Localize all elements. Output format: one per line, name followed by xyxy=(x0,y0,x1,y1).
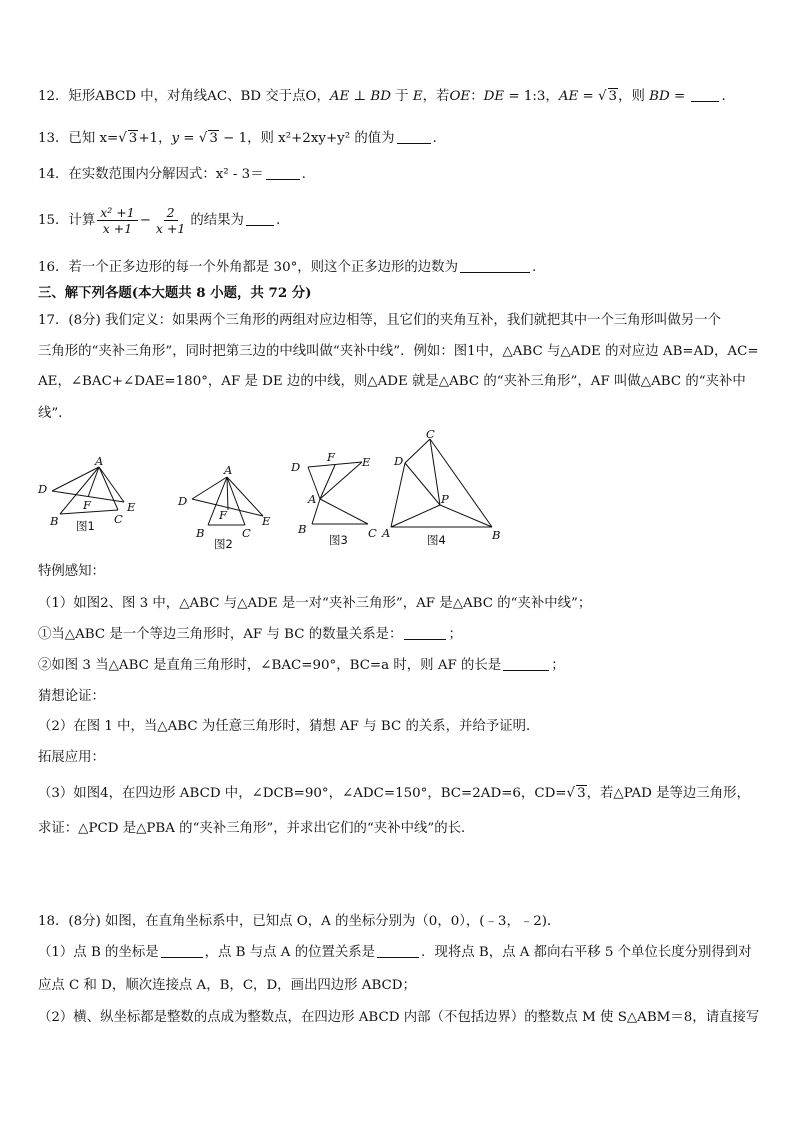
q13-math: y xyxy=(171,131,180,146)
fraction-denominator: x +1 xyxy=(155,221,186,236)
q17-line-1: 17．(8分) 我们定义：如果两个三角形的两组对应边相等，且它们的夹角互补，我们就把其中一个三角形叫做另一个 xyxy=(38,313,722,328)
q15-text: 15．计算 xyxy=(38,213,96,228)
q17-text: ； xyxy=(551,658,565,673)
sqrt-radicand: 3 xyxy=(128,131,138,146)
q13-text: +1， xyxy=(138,131,172,146)
q18-line-1: 18．(8分) 如图，在直角坐标系中，已知点 O，A 的坐标分别为（0，0），(﹣3，﹣2)． xyxy=(38,914,561,929)
q17-text: ，若△PAD 是等边三角形， xyxy=(586,786,750,801)
fig1-label: F xyxy=(83,498,91,512)
answer-blank[interactable] xyxy=(377,944,419,958)
figures-row xyxy=(30,427,510,552)
fraction-denominator: x +1 xyxy=(102,221,133,236)
q12-text: = xyxy=(669,89,690,104)
q12-math: DE xyxy=(483,89,505,104)
fig3-label: E xyxy=(362,455,371,469)
q12-text: ，则 xyxy=(618,89,650,104)
sqrt-symbol: √ 3 xyxy=(198,131,218,146)
figure-4 xyxy=(391,439,492,527)
q17-heading-1: 特例感知： xyxy=(38,564,105,579)
answer-blank[interactable] xyxy=(246,212,274,226)
fig4-label: C xyxy=(426,427,435,441)
fig1-label: D xyxy=(38,482,48,496)
fig1-label: A xyxy=(95,454,104,468)
q17-text: ②如图 3 当△ABC 是直角三角形时，∠BAC=90°，BC=a 时，则 AF 的长是 xyxy=(38,658,502,673)
q17-part-1b xyxy=(38,657,565,675)
q18-text: ，点 B 与点 A 的位置关系是 xyxy=(204,945,376,960)
q17-line-2: 三角形的“夹补三角形”，同时把第三边的中线叫做“夹补中线”．例如：图1中，△ABC 与△ADE 的对应边 AB=AD，AC= xyxy=(38,344,759,359)
fraction xyxy=(97,205,137,236)
q16-end: . xyxy=(531,260,537,275)
geometry-figures xyxy=(30,427,510,552)
fig4-label: P xyxy=(441,492,449,506)
fig1-label: E xyxy=(127,500,136,514)
q13-text: = xyxy=(179,131,199,146)
q17-part-1a xyxy=(38,626,462,644)
fig3-label: D xyxy=(291,460,301,474)
answer-blank[interactable] xyxy=(397,130,431,144)
q13-text: − 1 xyxy=(218,131,248,146)
fig2-label: B xyxy=(196,526,205,540)
fig4-label: B xyxy=(492,528,501,542)
sqrt-symbol: √ 3 xyxy=(118,131,138,146)
sqrt-radicand: 3 xyxy=(608,89,618,104)
question-14 xyxy=(38,166,306,184)
q13-text: 13．已知 x= xyxy=(38,131,119,146)
q15-text: − xyxy=(139,213,151,228)
question-12 xyxy=(38,88,726,106)
q17-part-3b: 求证：△PCD 是△PBA 的“夹补三角形”，并求出它们的“夹补中线”的长． xyxy=(38,821,475,836)
fig2-label: D xyxy=(178,494,188,508)
q14-text: 14．在实数范围内分解因式：x² - 3＝ xyxy=(38,167,264,182)
fig2-label: F xyxy=(219,508,227,522)
figure-3 xyxy=(308,462,368,524)
q13-text: ，则 x²+2xy+y² 的值为 xyxy=(247,131,395,146)
fig4-label: A xyxy=(382,526,391,540)
q17-part-1: （1）如图2、图 3 中，△ABC 与△ADE 是一对“夹补三角形”，AF 是△ABC 的“夹补中线”； xyxy=(38,596,592,611)
q14-end: . xyxy=(301,167,306,182)
fig2-label: E xyxy=(262,514,271,528)
q15-end: . xyxy=(275,213,281,228)
q12-text: ，若 xyxy=(422,89,450,104)
q17-part-2: （2）在图 1 中，当△ABC 为任意三角形时，猜想 AF 与 BC 的关系，并给予证明． xyxy=(38,719,540,734)
answer-blank[interactable] xyxy=(266,166,300,180)
q12-text: = 1:3， xyxy=(504,89,559,104)
sqrt-radicand: 3 xyxy=(577,786,586,801)
q18-text: ．现将点 B，点 A 都向右平移 5 个单位长度分别得到对 xyxy=(421,945,752,960)
fig-caption: 图2 xyxy=(214,537,233,551)
q17-text: ； xyxy=(448,627,462,642)
q12-math: OE xyxy=(449,89,471,104)
answer-blank[interactable] xyxy=(460,259,530,273)
answer-blank[interactable] xyxy=(503,657,549,671)
q12-text: ： xyxy=(470,89,484,104)
fig2-label: C xyxy=(242,526,251,540)
fraction-numerator: x² +1 xyxy=(97,205,137,221)
sqrt-symbol: √ 3 xyxy=(598,89,618,104)
q17-line-3: AE，∠BAC+∠DAE=180°，AF 是 DE 边的中线，则△ADE 就是△ABC 的“夹补三角形”，AF 叫做△ABC 的“夹补中 xyxy=(38,374,746,389)
fig3-label: F xyxy=(327,450,335,464)
q17-text: （3）如图4，在四边形 ABCD 中，∠DCB=90°，∠ADC=150°，BC=2AD=6，CD= xyxy=(38,786,567,801)
answer-blank[interactable] xyxy=(404,626,446,640)
fig-caption: 图4 xyxy=(427,533,446,547)
fig3-label: A xyxy=(308,492,317,506)
fig3-label: B xyxy=(298,522,307,536)
q17-heading-2: 猜想论证： xyxy=(38,689,105,704)
fig4-label: D xyxy=(394,454,404,468)
q12-math: BD xyxy=(649,89,670,104)
question-16 xyxy=(38,259,536,277)
question-15 xyxy=(38,204,280,238)
q18-line-2 xyxy=(38,944,752,962)
figure-2 xyxy=(192,477,263,525)
q18-line-4: （2）横、纵坐标都是整数的点成为整数点，在四边形 ABCD 内部（不包括边界）的整数点 M 使 S△ABM＝8，请直接写 xyxy=(38,1010,760,1025)
fraction xyxy=(153,205,188,236)
fraction-numerator: 2 xyxy=(164,205,178,221)
q12-text: 于 xyxy=(390,89,413,104)
q18-text: （1）点 B 的坐标是 xyxy=(38,945,159,960)
answer-blank[interactable] xyxy=(161,944,203,958)
sqrt-radicand: 3 xyxy=(209,131,218,146)
q16-text: 16．若一个正多边形的每一个外角都是 30°，则这个正多边形的边数为 xyxy=(38,260,458,275)
q17-part-3 xyxy=(38,785,750,803)
answer-blank[interactable] xyxy=(691,88,719,102)
fig2-label: A xyxy=(224,463,233,477)
section-heading: 三、解下列各题(本大题共 8 小题，共 72 分) xyxy=(38,285,312,301)
q12-math: AE ⊥ BD xyxy=(329,89,391,104)
q18-line-3: 应点 C 和 D，顺次连接点 A，B，C，D，画出四边形 ABCD； xyxy=(38,978,416,993)
fig-caption: 图3 xyxy=(329,533,348,547)
q17-text: ①当△ABC 是一个等边三角形时，AF 与 BC 的数量关系是： xyxy=(38,627,403,642)
q12-text: = xyxy=(578,89,598,104)
q15-text: 的结果为 xyxy=(190,213,244,228)
q17-line-4: 线”． xyxy=(38,406,72,421)
fig1-label: C xyxy=(114,512,123,526)
sqrt-symbol: √ 3 xyxy=(566,786,586,801)
fig3-label: C xyxy=(368,526,377,540)
q12-math: E xyxy=(412,89,423,104)
q12-math: AE xyxy=(558,89,579,104)
question-13 xyxy=(38,130,437,148)
q13-end: . xyxy=(432,131,437,146)
fig-caption: 图1 xyxy=(76,519,95,533)
fig1-label: B xyxy=(50,514,59,528)
q17-heading-3: 拓展应用： xyxy=(38,750,105,765)
q12-text: 12．矩形ABCD 中，对角线AC、BD 交于点O， xyxy=(38,89,330,104)
q12-end: . xyxy=(721,89,726,104)
